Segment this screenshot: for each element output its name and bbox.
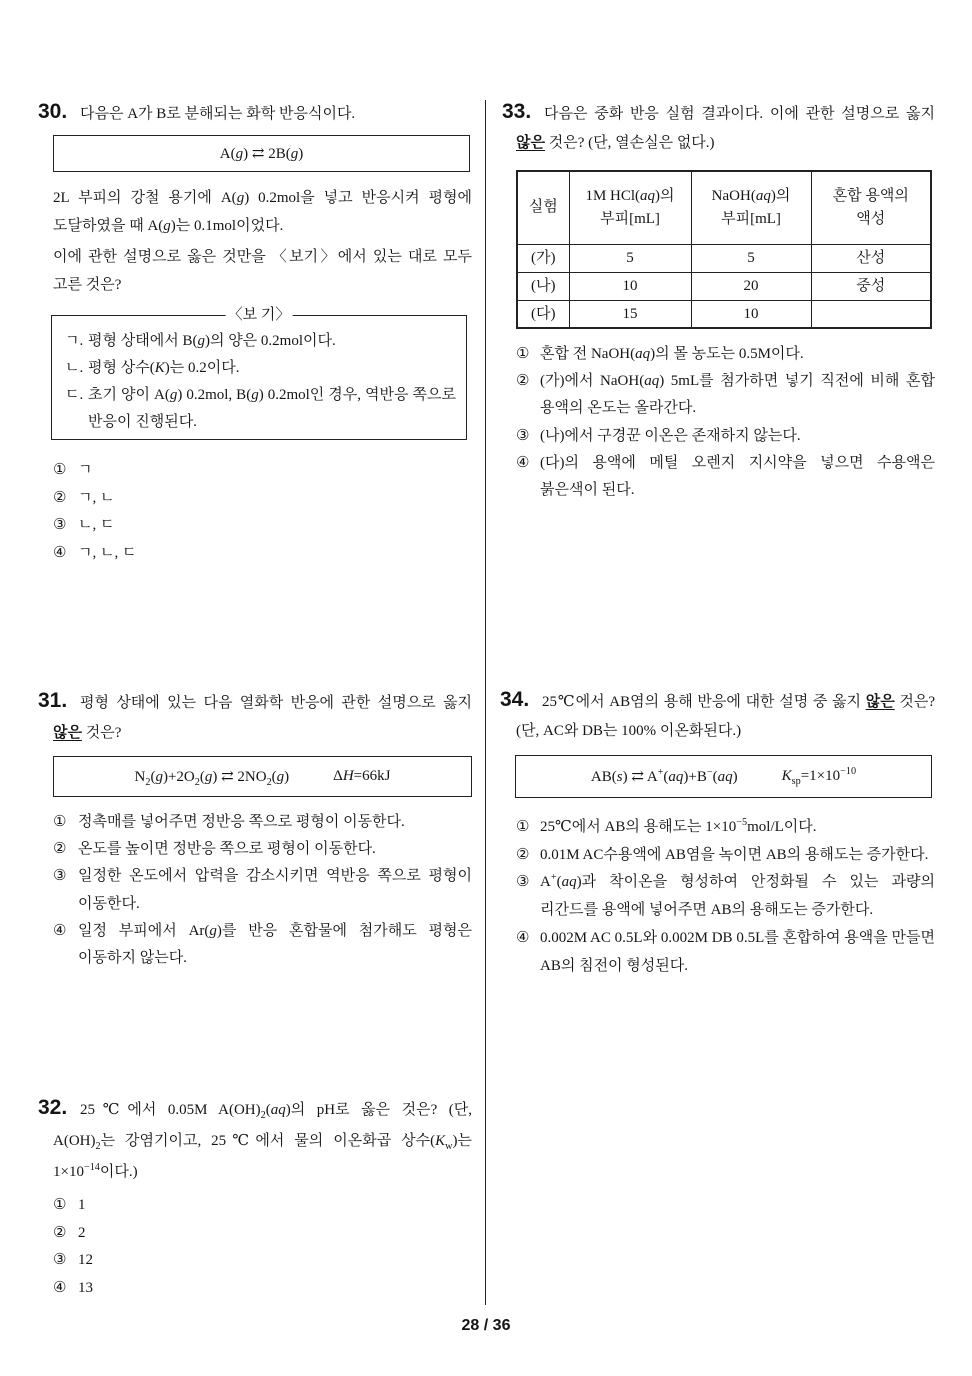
text-run: )의 [655,187,675,204]
text-run: ( [271,769,277,785]
text-run: 13 [78,1280,93,1297]
option-number: ① [516,819,530,835]
question-32 [38,1092,472,1303]
text-run: 혼합 용액의 [832,187,909,204]
table-cell: 산성 [811,244,931,272]
statement-label: ㄱ. [65,333,84,349]
bogi-statement [65,355,456,382]
option-text [540,346,804,362]
text-run: 25℃에서 AB의 용해도는 1×10 [540,819,737,835]
text-run: )+2O [162,769,195,785]
option-text [78,1225,86,1241]
table-cell: 5 [691,244,811,272]
answer-options [500,814,935,980]
condition-paragraph [38,184,472,240]
option-text [78,841,376,857]
answer-option [516,814,935,842]
option-number: ② [516,846,530,863]
option-number: ④ [53,544,67,561]
statement-text [88,360,239,376]
option-number: ② [53,489,67,506]
math-variable: K [154,360,165,376]
table-cell: (다) [517,300,569,328]
option-text [78,517,114,533]
question-stem [500,685,935,746]
option-number: ① [516,346,530,362]
option-text [78,1280,93,1296]
option-number: ① [53,462,67,478]
table-cell: 10 [691,300,811,328]
text-run: ㄱ, ㄴ [78,489,115,506]
subscript: 2 [194,777,200,788]
text-run: ㄱ, ㄴ, ㄷ [78,544,137,561]
math-variable: g [209,922,217,939]
answer-option [516,869,935,924]
text-run: ( [712,769,718,785]
subscript: 2 [95,1141,101,1152]
statement-text [88,333,336,349]
text-run: 실험 [528,199,558,216]
question-33 [502,97,935,504]
answer-option [53,1275,472,1303]
answer-option [53,1192,472,1220]
text-run: 12 [78,1252,93,1269]
text-run: 일정 부피에서 Ar( [78,922,210,939]
option-number: ① [53,1197,67,1213]
answer-option [53,457,472,485]
question-number: 33. [502,100,532,123]
stem-text [516,106,935,151]
text-run: ( [663,769,669,785]
text-run: (나)에서 구경꾼 이온은 존재하지 않는다. [540,427,801,444]
solubility-product [782,768,856,785]
answer-option [53,836,472,863]
option-text [78,814,405,830]
page-number: 28 / 36 [461,1317,511,1334]
math-variable: aq [755,187,771,204]
text-run: 1M HCl( [585,187,641,204]
text-run: ) 0.2mol, B( [177,387,252,403]
text-run: ( [265,1102,271,1118]
option-text [78,1252,93,1268]
text-run: 2L 부피의 강철 용기에 A( [53,190,237,206]
text-run: ) [298,146,304,162]
table-cell: 15 [569,300,691,328]
text-run: ㄴ, ㄷ [78,517,115,533]
option-text [78,868,472,911]
math-variable: s [616,769,623,785]
equation-box [53,756,472,797]
text-run: )의 [770,187,791,204]
statement-text [88,387,456,430]
text-run: 이에 관한 설명으로 옳은 것만을 〈보기〉에서 있는 대로 모두 고른 것은? [53,249,472,293]
text-run: 정촉매를 넣어주면 정반응 쪽으로 평형이 이동한다. [78,814,405,830]
superscript: + [657,767,664,778]
header-line [570,208,691,231]
table-cell: 10 [569,272,691,300]
text-run: AB( [590,769,617,785]
bogi-statement [65,382,456,436]
negation-emphasis: 않은 [516,135,545,151]
option-number: ② [516,373,530,390]
header-line [518,196,569,219]
table-header-row [517,171,931,244]
text-run: 2 [78,1224,86,1241]
answer-option [53,918,472,972]
text-run: 평형 상수( [88,360,155,376]
text-run: 25℃에서 0.05M A(OH) [80,1102,261,1118]
superscript: −14 [83,1162,100,1173]
header-solution-property [811,171,931,244]
text-run: ) [284,769,290,785]
text-run: 0.002M AC 0.5L와 0.002M DB 0.5L를 혼합하여 용액을 만들면 AB의 침전이 형성된다. [540,929,935,974]
answer-option [516,423,935,450]
text-run: =66kJ [353,768,391,784]
table-cell: 5 [569,244,691,272]
negation-emphasis: 않은 [865,694,895,710]
text-run: 것은? (단, AC와 DB는 100% 이온화된다.) [516,694,935,739]
table-cell: (가) [517,244,569,272]
answer-option [53,863,472,917]
option-number: ④ [516,929,530,946]
option-number: ② [53,841,67,858]
bogi-statement [65,328,456,355]
reaction-equation [135,767,290,786]
math-variable: g [169,387,178,403]
table-cell: 20 [691,272,811,300]
header-line [692,185,811,208]
text-run: 평형 상태에서 B( [88,333,198,349]
math-variable: aq [561,874,577,891]
option-text [540,455,935,498]
answer-option [53,540,472,568]
answer-option [516,925,935,980]
text-run: )를 반응 혼합물에 첨가해도 평형은 이동하지 않는다. [78,922,472,967]
header-line [692,208,811,231]
text-run: ) 5mL를 첨가하면 넣기 직전에 비해 혼합 용액의 온도는 올라간다. [540,373,935,417]
option-text [540,930,935,974]
text-run: )의 pH로 옳은 것은? (단, A(OH) [53,1102,472,1149]
header-experiment [517,171,569,244]
text-run: 초기 양이 A( [88,387,170,403]
table-cell: (나) [517,272,569,300]
text-run: 부피[mL] [600,210,660,227]
text-run: ) [732,769,738,785]
answer-options [38,1192,472,1303]
math-variable: aq [668,769,684,785]
text-run: ) 0.2mol을 넣고 반응시켜 평형에 도달하였을 때 A( [53,190,472,234]
text-run: mol/L이다. [747,819,817,835]
text-run: 것은? [81,725,122,741]
question-stem [502,97,935,158]
superscript: −10 [840,766,857,777]
superscript: −5 [736,817,748,828]
table-row [517,272,931,300]
option-number: ④ [516,454,530,471]
option-text [540,373,935,416]
equation-box [53,135,470,172]
text-run: NaOH( [711,187,756,204]
text-run: 액성 [856,210,886,227]
text-run: )는 1×10 [53,1133,472,1180]
option-text [78,462,93,478]
text-run: 일정한 온도에서 압력을 감소시키면 역반응 쪽으로 평형이 이동한다. [78,868,472,912]
text-run: (다)의 용액에 메틸 오렌지 지시약을 넣으면 수용액은 붉은색이 된다. [540,454,935,499]
question-number: 32. [38,1096,68,1119]
math-variable: aq [644,373,660,390]
header-naoh-volume [691,171,811,244]
dissolution-equation [591,767,738,786]
answer-option [53,512,472,540]
text-run: )의 몰 농도는 0.5M이다. [650,346,804,362]
option-number: ③ [53,1252,67,1269]
text-run: ) ⇄ A [622,769,658,785]
stem-text [53,1102,472,1180]
math-variable: g [235,146,244,162]
statement-label: ㄷ. [65,387,84,403]
question-stem [38,1092,472,1188]
text-run: )는 0.1mol이었다. [170,218,284,234]
stem-text [516,694,935,739]
text-run: )과 착이온을 형성하여 안정화될 수 있는 과량의 리간드를 용액에 넣어주면 AB의 용해도는 증가한다. [540,874,935,919]
text-run: ) ⇄ 2B( [243,146,291,162]
math-variable: H [342,768,354,784]
text-run: 는 강염기이고, 25℃에서 물의 이온화곱 상수( [100,1133,436,1149]
math-variable: K [435,1133,446,1149]
text-run: 것은? (단, 열손실은 없다.) [544,135,715,151]
header-line [570,185,691,208]
text-run: 온도를 높이면 정반응 쪽으로 평형이 이동한다. [78,841,376,858]
stem-text [80,106,355,122]
option-number: ③ [516,427,530,444]
question-number: 31. [38,689,68,712]
text-run: )는 0.2이다. [164,360,240,376]
question-stem [38,98,472,128]
text-run: 다음은 A가 B로 분해되는 화학 반응식이다. [80,106,356,122]
text-run: 혼합 전 NaOH( [540,346,636,362]
math-variable: g [236,190,245,206]
option-number: ③ [516,874,530,891]
text-run: ) 0.2mol인 경우, 역반응 쪽으로 반응이 진행된다. [88,387,456,430]
question-30 [38,98,472,567]
answer-option [53,1220,472,1248]
answer-option [516,842,935,870]
text-run: A( [219,146,236,162]
subscript: 2 [266,777,272,788]
answer-option [53,485,472,513]
option-text [540,819,817,835]
question-31 [38,686,472,972]
math-variable: aq [640,187,656,204]
text-run: (가)에서 NaOH( [540,373,645,390]
text-run: )+B [683,769,707,785]
subscript: sp [791,776,801,787]
text-run: 0.01M AC수용액에 AB염을 녹이면 AB의 용해도는 증가한다. [540,846,929,863]
text-run: ㄱ [78,462,93,478]
column-divider [485,100,486,1305]
text-run: 부피[mL] [721,210,781,227]
table-cell: 중성 [811,272,931,300]
answer-option [516,341,935,368]
question-number: 34. [500,688,530,711]
table-row [517,300,931,328]
answer-option [53,1247,472,1275]
reaction-equation [220,144,303,163]
instruction-paragraph [38,243,472,299]
text-run: 1 [78,1197,86,1213]
experiment-results-table [516,170,932,329]
statement-label: ㄴ. [65,360,84,376]
text-run: ) ⇄ 2NO [212,769,267,785]
text-run: 25℃에서 AB염의 용해 반응에 대한 설명 중 옳지 [542,694,866,710]
option-number: ③ [53,868,67,885]
text-run: ( [150,769,156,785]
text-run: 이다.) [99,1164,138,1180]
answer-options [38,457,472,567]
bogi-title: 〈보 기〉 [227,307,291,323]
question-stem [38,686,472,748]
bogi-statements [65,328,456,436]
enthalpy-change [333,768,390,785]
question-number: 30. [38,100,68,123]
math-variable: g [276,769,285,785]
text-run: ( [556,874,562,891]
text-run: Δ [333,768,343,784]
math-variable: g [204,769,213,785]
stem-text [53,695,472,741]
text-run: 평형 상태에 있는 다음 열화학 반응에 관한 설명으로 옳지 [80,695,472,711]
text-run: 다음은 중화 반응 실험 결과이다. 이에 관한 설명으로 옳지 [544,106,935,122]
option-number: ④ [53,1280,67,1297]
text-run: ( [199,769,205,785]
text-run: )의 양은 0.2mol이다. [204,333,336,349]
answer-option [53,809,472,836]
header-line [812,185,931,208]
option-text [540,874,935,918]
math-variable: g [251,387,259,403]
answer-options [38,809,472,972]
math-variable: g [197,333,205,349]
option-text [78,490,114,506]
question-34 [500,685,935,980]
answer-options [502,341,935,504]
superscript: + [550,872,557,884]
subscript: 2 [260,1110,266,1121]
negation-emphasis: 않은 [53,725,82,741]
math-variable: g [290,146,299,162]
text-run: A [540,874,551,891]
option-number: ① [53,814,67,830]
table-row [517,244,931,272]
header-line [812,208,931,231]
math-variable: g [155,769,163,785]
math-variable: g [163,218,171,234]
equation-box [515,755,932,798]
option-text [78,1197,86,1213]
option-text [78,923,472,966]
option-number: ② [53,1224,67,1241]
answer-option [516,450,935,504]
text-run: =1×10 [800,768,841,784]
superscript: − [706,767,713,778]
option-number: ④ [53,922,67,939]
subscript: w [445,1141,453,1152]
answer-option [516,368,935,422]
math-variable: aq [270,1102,286,1118]
header-hcl-volume [569,171,691,244]
math-variable: K [781,768,792,784]
bogi-box [51,307,467,440]
table-cell [811,300,931,328]
math-variable: aq [717,769,733,785]
text-run: N [134,769,146,785]
option-text [540,428,801,444]
option-text [78,545,136,561]
option-number: ③ [53,517,67,533]
math-variable: aq [635,346,651,362]
option-text [540,847,928,863]
subscript: 2 [145,777,151,788]
